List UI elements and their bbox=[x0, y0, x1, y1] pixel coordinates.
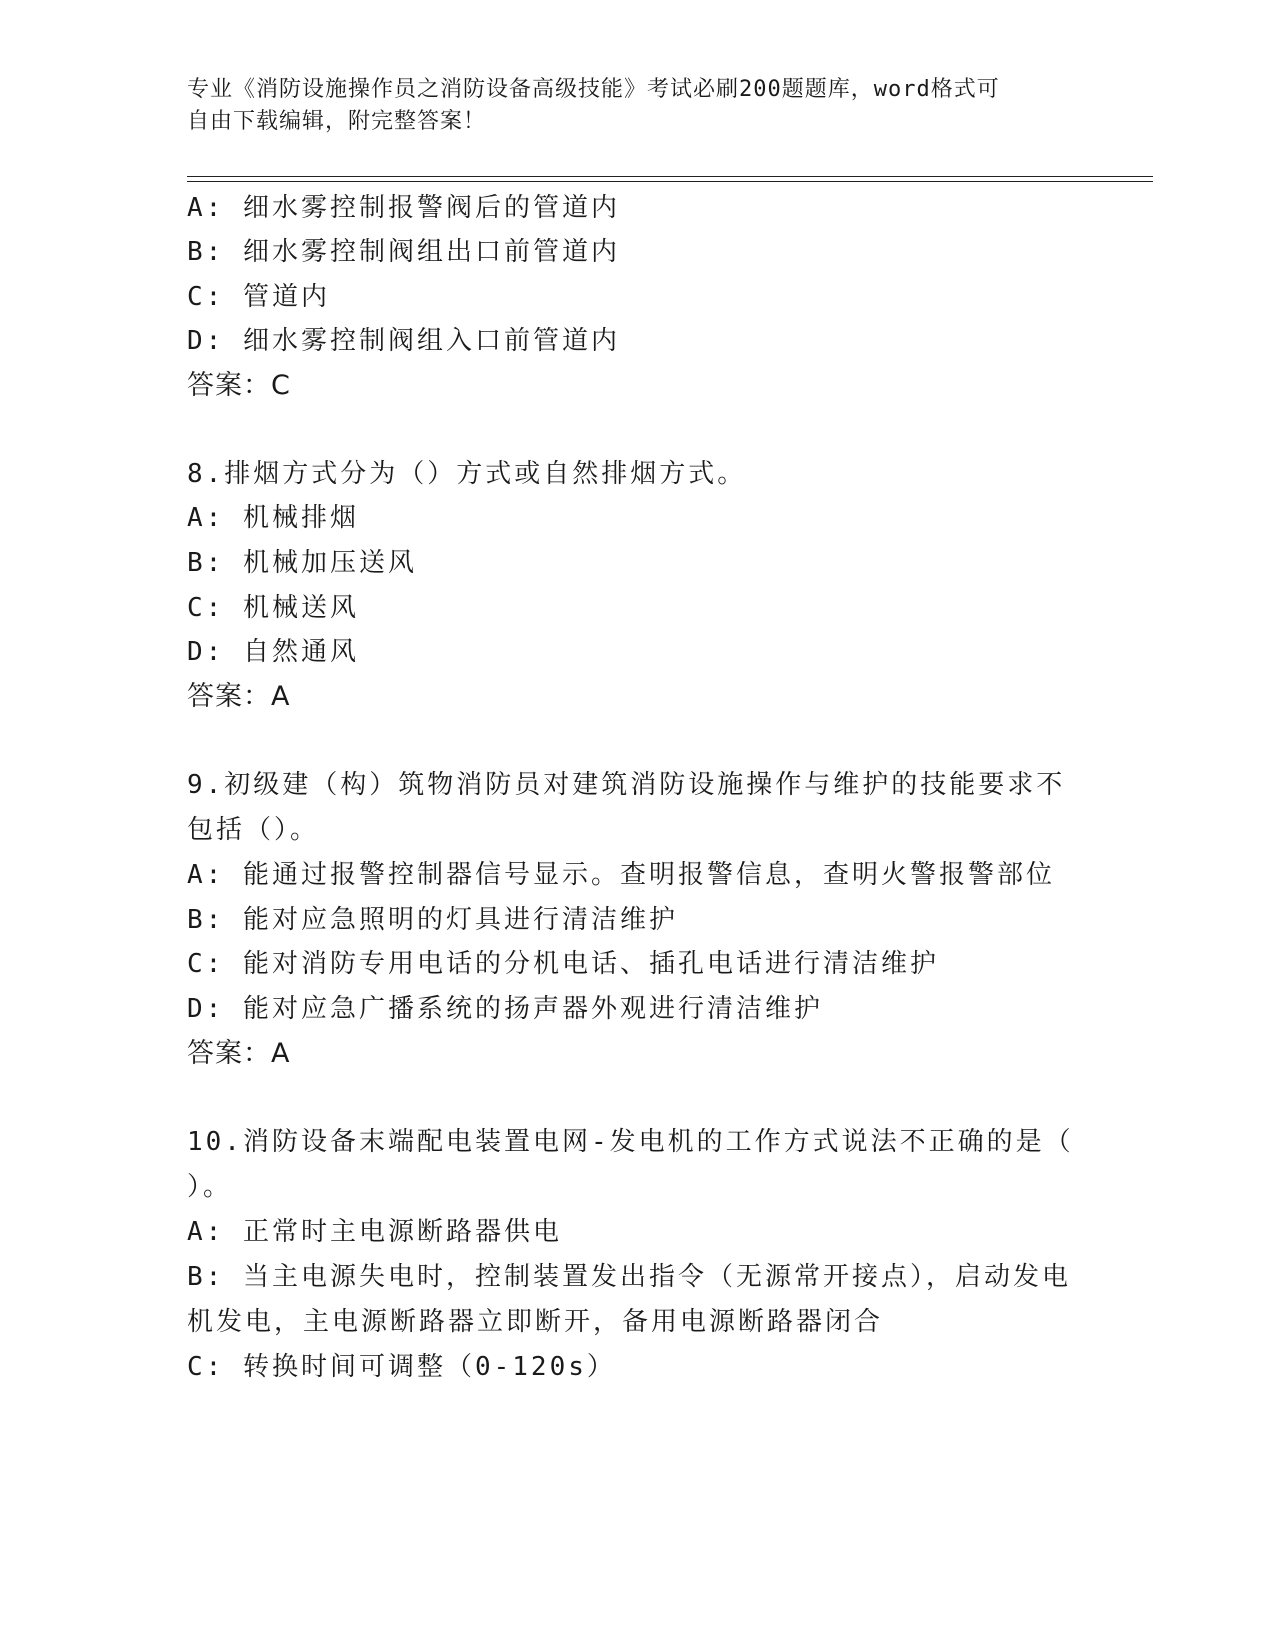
q10-option-b-line-2: 机发电，主电源断路器立即断开，备用电源断路器闭合 bbox=[187, 1307, 884, 1337]
q10-stem-line-1: 10.消防设备末端配电装置电网-发电机的工作方式说法不正确的是（ bbox=[187, 1127, 1074, 1157]
q9-stem-line-1: 9.初级建（构）筑物消防员对建筑消防设施操作与维护的技能要求不 bbox=[187, 770, 1066, 800]
q9-option-a: A: 能通过报警控制器信号显示。查明报警信息，查明火警报警部位 bbox=[187, 860, 1055, 890]
q10-option-b-line-1: B: 当主电源失电时，控制装置发出指令（无源常开接点），启动发电 bbox=[187, 1262, 1071, 1292]
q8-option-a: A: 机械排烟 bbox=[187, 503, 359, 533]
q7-option-a: A: 细水雾控制报警阀后的管道内 bbox=[187, 193, 620, 223]
q9-stem-line-2: 包括（）。 bbox=[187, 815, 320, 845]
q9-option-c: C: 能对消防专用电话的分机电话、插孔电话进行清洁维护 bbox=[187, 949, 939, 979]
header-line-2: 自由下载编辑，附完整答案！ bbox=[187, 109, 487, 134]
q9-answer: 答案：A bbox=[187, 1038, 291, 1069]
q8-option-d: D: 自然通风 bbox=[187, 637, 359, 667]
header-line-1: 专业《消防设施操作员之消防设备高级技能》考试必刷200题题库，word格式可 bbox=[187, 77, 1000, 102]
q9-option-b: B: 能对应急照明的灯具进行清洁维护 bbox=[187, 905, 678, 935]
q8-answer: 答案：A bbox=[187, 681, 291, 712]
q8-stem: 8.排烟方式分为（）方式或自然排烟方式。 bbox=[187, 459, 747, 489]
q8-option-b: B: 机械加压送风 bbox=[187, 548, 417, 578]
q10-option-a: A: 正常时主电源断路器供电 bbox=[187, 1217, 562, 1247]
header-divider-bottom bbox=[187, 181, 1153, 182]
q9-option-d: D: 能对应急广播系统的扬声器外观进行清洁维护 bbox=[187, 994, 823, 1024]
q10-stem-line-2: ）。 bbox=[187, 1172, 233, 1202]
header-divider-top bbox=[187, 176, 1153, 177]
q7-answer: 答案：C bbox=[187, 370, 291, 401]
q10-option-c: C: 转换时间可调整（0-120s） bbox=[187, 1352, 616, 1382]
q7-option-c: C: 管道内 bbox=[187, 282, 330, 312]
q7-option-b: B: 细水雾控制阀组出口前管道内 bbox=[187, 237, 620, 267]
q7-option-d: D: 细水雾控制阀组入口前管道内 bbox=[187, 326, 620, 356]
q8-option-c: C: 机械送风 bbox=[187, 593, 359, 623]
document-header bbox=[187, 74, 1087, 138]
